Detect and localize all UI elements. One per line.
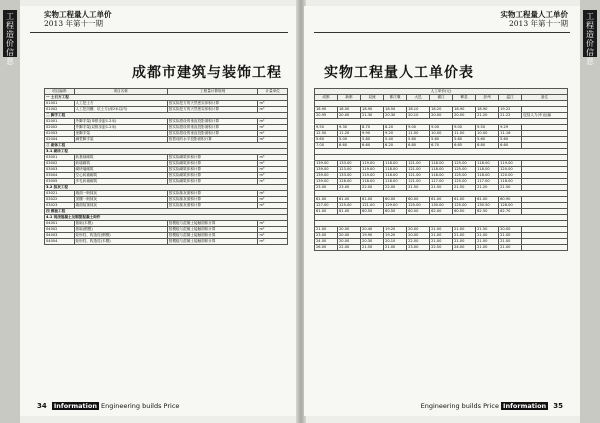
- table-row: [315, 245, 568, 251]
- item-code: 02002: [45, 125, 75, 131]
- unit: m²: [258, 119, 288, 125]
- unit: m²: [258, 203, 288, 209]
- price-cell: 6.60: [499, 143, 522, 149]
- price-cell: 18.90: [361, 107, 384, 113]
- price-cell: 139.00: [315, 173, 338, 179]
- price-cell: 61.00: [338, 197, 361, 203]
- price-cell: 117.00: [430, 179, 453, 185]
- price-cell: 5.80: [361, 137, 384, 143]
- price-cell: 18.20: [430, 107, 453, 113]
- price-cell: 139.00: [315, 179, 338, 185]
- price-cell: 包括人力(车)运输: [522, 113, 568, 119]
- price-cell: 19.20: [384, 227, 407, 233]
- price-cell: 118.00: [430, 161, 453, 167]
- page-number: 35: [553, 402, 563, 410]
- price-cell: 20.00: [453, 113, 476, 119]
- unit: m²: [258, 227, 288, 233]
- price-cell: 21.50: [499, 185, 522, 191]
- price-cell: 125.00: [407, 203, 430, 209]
- price-cell: 19.22: [499, 107, 522, 113]
- price-cell: 21.00: [453, 233, 476, 239]
- section-label: 二 脚手工程: [45, 113, 288, 119]
- price-cell: 119.00: [361, 167, 384, 173]
- price-cell: 21.00: [384, 245, 407, 251]
- price-cell: 23.00: [338, 185, 361, 191]
- column-header: 彭州: [476, 95, 499, 101]
- unit: m²: [258, 131, 288, 137]
- price-cell: 21.00: [430, 233, 453, 239]
- calc-rule: 按模板与混凝土接触面积计算: [167, 233, 258, 239]
- column-header: 项目名称: [74, 89, 167, 95]
- calc-rule: 按模板与混凝土接触面积计算: [167, 227, 258, 233]
- price-cell: 9.00: [407, 125, 430, 131]
- group-header: 人工单价(元): [315, 89, 568, 95]
- unit: m²: [258, 137, 288, 143]
- item-code: 02003: [45, 131, 75, 137]
- section-label: 4.1 现浇混凝土及钢筋混凝土构件: [45, 215, 288, 221]
- column-header: 温江: [499, 95, 522, 101]
- calc-rule: 按实际挖方的天然密实体积计算: [167, 107, 258, 113]
- column-header: 工程量计算规则: [167, 89, 258, 95]
- left-page-title: 成都市建筑与装饰工程: [132, 65, 282, 81]
- price-cell: 20.00: [338, 113, 361, 119]
- price-cell: 9.90: [361, 131, 384, 137]
- item-code: 01002: [45, 107, 75, 113]
- item-name: 基础(钢模): [74, 227, 167, 233]
- price-cell: 125.00: [338, 203, 361, 209]
- price-cell: 119.00: [361, 173, 384, 179]
- price-cell: 21.00: [453, 239, 476, 245]
- price-cell: 60.50: [384, 209, 407, 215]
- price-cell: 18.90: [476, 107, 499, 113]
- item-name: 外脚手架(双排步距1.2米): [74, 125, 167, 131]
- price-cell: 20.30: [384, 113, 407, 119]
- price-cell: 6.65: [453, 143, 476, 149]
- price-cell: 11.00: [453, 131, 476, 137]
- left-footer: [34, 402, 179, 410]
- column-header: 双流: [361, 95, 384, 101]
- right-page: [304, 6, 580, 416]
- price-cell: 20.00: [338, 233, 361, 239]
- item-name: 墙面一般抹灰: [74, 191, 167, 197]
- calc-rule: 按实际挖方的天然密实体积计算: [167, 101, 258, 107]
- price-cell: 21.22: [499, 113, 522, 119]
- price-cell: 21.00: [499, 233, 522, 239]
- price-cell: 26.00: [315, 245, 338, 251]
- unit: m²: [258, 191, 288, 197]
- price-cell: 23.00: [315, 185, 338, 191]
- price-cell: 60.90: [499, 197, 522, 203]
- column-header: 新都: [338, 95, 361, 101]
- price-cell: 20.10: [384, 239, 407, 245]
- price-cell: 118.00: [384, 173, 407, 179]
- price-cell: 18.00: [338, 107, 361, 113]
- price-cell: 21.50: [361, 245, 384, 251]
- price-cell: 6.70: [430, 143, 453, 149]
- price-cell: 62.50: [476, 209, 499, 215]
- item-code: 04001: [45, 221, 75, 227]
- item-code: 03005: [45, 179, 75, 185]
- price-cell: 6.60: [338, 143, 361, 149]
- calc-rule: 按实际砌筑体积计算: [167, 161, 258, 167]
- price-cell: 61.00: [476, 197, 499, 203]
- item-name: 多孔砖墙砌筑: [74, 179, 167, 185]
- price-cell: 5.60: [430, 137, 453, 143]
- footer-text: Engineering builds Price: [101, 402, 180, 410]
- price-cell: 130.00: [430, 203, 453, 209]
- price-cell: 118.00: [384, 179, 407, 185]
- unit: m³: [258, 167, 288, 173]
- price-cell: 9.30: [338, 125, 361, 131]
- price-cell: 11.20: [338, 131, 361, 137]
- item-name: 人工挖土方: [74, 101, 167, 107]
- unit: m²: [258, 221, 288, 227]
- column-header: 郫县: [453, 95, 476, 101]
- price-cell: 18.10: [407, 107, 430, 113]
- price-cell: 5.60: [315, 137, 338, 143]
- left-side-tab: 工程造价信息: [3, 10, 17, 57]
- price-cell: 5.00: [338, 137, 361, 143]
- price-cell: [522, 245, 568, 251]
- price-cell: 118.00: [430, 173, 453, 179]
- item-code: 04003: [45, 233, 75, 239]
- section-label: 3.1 砌砖工程: [45, 149, 288, 155]
- price-cell: 133.00: [338, 161, 361, 167]
- item-code: 03021: [45, 191, 75, 197]
- price-cell: 21.00: [315, 227, 338, 233]
- price-cell: 130.50: [476, 203, 499, 209]
- column-header: 成都: [315, 95, 338, 101]
- right-footer: [421, 402, 566, 410]
- price-cell: 118.00: [476, 167, 499, 173]
- calc-rule: 按实际搭设的垂直投影面积计算: [167, 125, 258, 131]
- price-cell: 23.00: [315, 233, 338, 239]
- price-cell: 121.00: [407, 173, 430, 179]
- calc-rule: 按实际抹灰面积计算: [167, 203, 258, 209]
- price-cell: 129.00: [384, 203, 407, 209]
- price-cell: 10.00: [476, 131, 499, 137]
- price-cell: 21.20: [476, 185, 499, 191]
- price-cell: 22.00: [407, 239, 430, 245]
- unit: m²: [258, 233, 288, 239]
- item-code: 03004: [45, 173, 75, 179]
- price-cell: 7.00: [315, 143, 338, 149]
- price-cell: 119.00: [499, 161, 522, 167]
- price-cell: 118.00: [361, 179, 384, 185]
- price-cell: 22.00: [384, 185, 407, 191]
- section-label: 三 砌体工程: [45, 143, 288, 149]
- price-cell: 5.40: [384, 137, 407, 143]
- price-cell: 20.10: [407, 113, 430, 119]
- price-cell: 9.00: [453, 125, 476, 131]
- price-cell: 5.60: [476, 137, 499, 143]
- unit: m³: [258, 161, 288, 167]
- price-cell: 61.00: [315, 197, 338, 203]
- price-cell: 19.90: [361, 233, 384, 239]
- right-side-tab: 工程造价信息: [583, 10, 597, 57]
- calc-rule: 按实际搭设的垂直投影面积计算: [167, 131, 258, 137]
- item-name: 砖墙砌筑: [74, 161, 167, 167]
- price-cell: 60.00: [407, 209, 430, 215]
- unit: m³: [258, 173, 288, 179]
- price-cell: 125.00: [453, 167, 476, 173]
- section-label: 一 土石方工程: [45, 95, 288, 101]
- item-code: 01001: [45, 101, 75, 107]
- item-name: 里脚手架: [74, 131, 167, 137]
- price-cell: 21.00: [430, 239, 453, 245]
- price-cell: 61.00: [361, 197, 384, 203]
- item-code: 03001: [45, 155, 75, 161]
- price-cell: 118.00: [430, 167, 453, 173]
- price-cell: 20.30: [361, 239, 384, 245]
- price-cell: 128.00: [338, 179, 361, 185]
- price-cell: 19.20: [384, 233, 407, 239]
- header-rule: [30, 32, 288, 33]
- price-cell: 20.00: [407, 233, 430, 239]
- price-cell: 125.00: [453, 179, 476, 185]
- item-name: 墙面装饰抹灰: [74, 203, 167, 209]
- item-name: 砌块墙砌筑: [74, 167, 167, 173]
- column-header: 大邑: [407, 95, 430, 101]
- price-cell: 61.00: [315, 209, 338, 215]
- calc-rule: 按实际搭设的垂直投影面积计算: [167, 119, 258, 125]
- item-name: 人工挖沟槽、坑土方(深2米以内): [74, 107, 167, 113]
- price-cell: 21.30: [361, 113, 384, 119]
- price-cell: 139.00: [315, 167, 338, 173]
- price-cell: 61.00: [338, 209, 361, 215]
- item-name: 矩形柱、构造柱(钢模): [74, 233, 167, 239]
- price-cell: 21.00: [499, 239, 522, 245]
- price-cell: 21.00: [476, 239, 499, 245]
- price-cell: 11.00: [407, 131, 430, 137]
- item-code: 04004: [45, 239, 75, 245]
- price-cell: 21.00: [476, 233, 499, 239]
- issue-label: 2013 年第十一期: [509, 19, 568, 28]
- column-header: 项目编码: [45, 89, 75, 95]
- calc-rule: 按实际抹灰面积计算: [167, 197, 258, 203]
- price-cell: 60.50: [361, 209, 384, 215]
- price-cell: 21.50: [430, 185, 453, 191]
- calc-rule: 按搭设的水平投影面积计算: [167, 137, 258, 143]
- column-header: 计量单位: [258, 89, 288, 95]
- brand-label: Information: [53, 402, 97, 410]
- price-cell: 6.20: [384, 143, 407, 149]
- price-cell: 9.00: [430, 125, 453, 131]
- price-cell: 11.16: [499, 131, 522, 137]
- unit: m²: [258, 239, 288, 245]
- price-cell: 121.00: [407, 179, 430, 185]
- footer-text: Engineering builds Price: [420, 402, 499, 410]
- left-page: [20, 6, 298, 416]
- price-cell: 12.50: [315, 131, 338, 137]
- unit: m³: [258, 155, 288, 161]
- calc-rule: 按模板与混凝土接触面积计算: [167, 221, 258, 227]
- item-table: [44, 88, 288, 245]
- price-cell: 21.00: [453, 227, 476, 233]
- price-cell: 21.20: [476, 113, 499, 119]
- price-cell: 60.00: [453, 209, 476, 215]
- item-name: 顶棚一般抹灰: [74, 197, 167, 203]
- price-cell: 6.60: [361, 143, 384, 149]
- price-cell: 20.00: [338, 239, 361, 245]
- calc-rule: 按实际砌筑体积计算: [167, 167, 258, 173]
- calc-rule: 按实际抹灰面积计算: [167, 191, 258, 197]
- calc-rule: 按实际砌筑体积计算: [167, 173, 258, 179]
- price-cell: 21.50: [453, 185, 476, 191]
- item-code: 03022: [45, 197, 75, 203]
- unit: m²: [258, 125, 288, 131]
- price-cell: 123.00: [338, 167, 361, 173]
- price-cell: 128.00: [499, 203, 522, 209]
- right-page-header: [501, 10, 569, 28]
- price-cell: 118.00: [384, 167, 407, 173]
- price-cell: 118.00: [499, 179, 522, 185]
- item-name: 外脚手架(单排步距1.2米): [74, 119, 167, 125]
- price-cell: 125.00: [453, 161, 476, 167]
- price-cell: 21.00: [499, 245, 522, 251]
- issue-label: 2013 年第十一期: [44, 19, 103, 28]
- price-cell: 20.40: [361, 227, 384, 233]
- price-cell: 62.70: [499, 209, 522, 215]
- page-number: 34: [37, 402, 47, 410]
- left-page-header: [44, 10, 112, 28]
- price-cell: 139.00: [315, 161, 338, 167]
- unit: m³: [258, 107, 288, 113]
- calc-rule: 按模板与混凝土接触面积计算: [167, 239, 258, 245]
- price-cell: 6.80: [407, 143, 430, 149]
- item-name: 砖基础砌筑: [74, 155, 167, 161]
- price-cell: 118.00: [384, 161, 407, 167]
- price-cell: 120.00: [499, 167, 522, 173]
- item-code: 04002: [45, 227, 75, 233]
- price-cell: 9.50: [476, 125, 499, 131]
- price-cell: 125.00: [453, 203, 476, 209]
- price-cell: 62.00: [430, 209, 453, 215]
- price-table: [314, 88, 568, 251]
- item-name: 矩形柱、构造柱(木模): [74, 239, 167, 245]
- price-cell: 60.00: [407, 197, 430, 203]
- header-rule: [314, 32, 570, 33]
- price-cell: 118.00: [476, 161, 499, 167]
- price-cell: 8.70: [361, 125, 384, 131]
- price-cell: 22.50: [430, 245, 453, 251]
- price-cell: 18.90: [453, 107, 476, 113]
- unit: m²: [258, 197, 288, 203]
- item-code: 03003: [45, 167, 75, 173]
- price-cell: 9.20: [384, 131, 407, 137]
- item-name: 空心砖墙砌筑: [74, 173, 167, 179]
- unit: m³: [258, 101, 288, 107]
- item-code: 03002: [45, 161, 75, 167]
- price-cell: 24.00: [453, 245, 476, 251]
- price-cell: 22.00: [338, 245, 361, 251]
- price-cell: 9.50: [315, 125, 338, 131]
- price-cell: 119.00: [361, 161, 384, 167]
- price-cell: 21.00: [476, 245, 499, 251]
- price-cell: 121.00: [361, 203, 384, 209]
- item-code: 02004: [45, 137, 75, 143]
- price-cell: 61.00: [453, 197, 476, 203]
- section-label: 3.2 抹灰工程: [45, 185, 288, 191]
- price-cell: 5.60: [407, 137, 430, 143]
- price-cell: 121.00: [407, 167, 430, 173]
- price-cell: 10.00: [430, 131, 453, 137]
- price-cell: 18.90: [315, 107, 338, 113]
- price-cell: 5.60: [453, 137, 476, 143]
- price-cell: 118.00: [476, 173, 499, 179]
- right-page-title: 实物工程量人工单价表: [324, 65, 474, 81]
- price-cell: 20.00: [499, 227, 522, 233]
- price-cell: 23.00: [407, 245, 430, 251]
- price-cell: 133.00: [338, 173, 361, 179]
- item-code: 03023: [45, 203, 75, 209]
- price-cell: 9.29: [499, 125, 522, 131]
- price-cell: 20.00: [430, 113, 453, 119]
- price-cell: 18.50: [384, 107, 407, 113]
- section-label: 四 模板工程: [45, 209, 288, 215]
- price-cell: 125.00: [453, 173, 476, 179]
- unit: m³: [258, 179, 288, 185]
- brand-label: Information: [503, 402, 547, 410]
- table-row: [45, 239, 288, 245]
- price-cell: 117.00: [476, 179, 499, 185]
- price-cell: 120.00: [499, 173, 522, 179]
- item-name: 满堂脚手架: [74, 137, 167, 143]
- price-cell: 21.00: [430, 227, 453, 233]
- calc-rule: 按实际砌筑体积计算: [167, 155, 258, 161]
- calc-rule: 按实际砌筑体积计算: [167, 179, 258, 185]
- running-title: 实物工程量人工单价: [500, 10, 568, 19]
- price-cell: 6.80: [476, 143, 499, 149]
- price-cell: 8.20: [384, 125, 407, 131]
- price-cell: 21.50: [476, 227, 499, 233]
- column-header: 都江堰: [384, 95, 407, 101]
- price-cell: 24.00: [315, 239, 338, 245]
- price-cell: 21.50: [407, 185, 430, 191]
- item-name: 基础(木模): [74, 221, 167, 227]
- price-cell: 20.00: [407, 227, 430, 233]
- price-cell: 20.95: [315, 113, 338, 119]
- column-header: 备注: [522, 95, 568, 101]
- price-cell: 127.00: [315, 203, 338, 209]
- price-cell: 121.00: [407, 161, 430, 167]
- price-cell: 61.00: [430, 197, 453, 203]
- price-cell: 22.00: [361, 185, 384, 191]
- column-header: 蒲江: [430, 95, 453, 101]
- price-cell: 60.00: [384, 197, 407, 203]
- item-code: 02001: [45, 119, 75, 125]
- price-cell: 20.00: [338, 227, 361, 233]
- running-title: 实物工程量人工单价: [44, 10, 112, 19]
- price-cell: 5.60: [499, 137, 522, 143]
